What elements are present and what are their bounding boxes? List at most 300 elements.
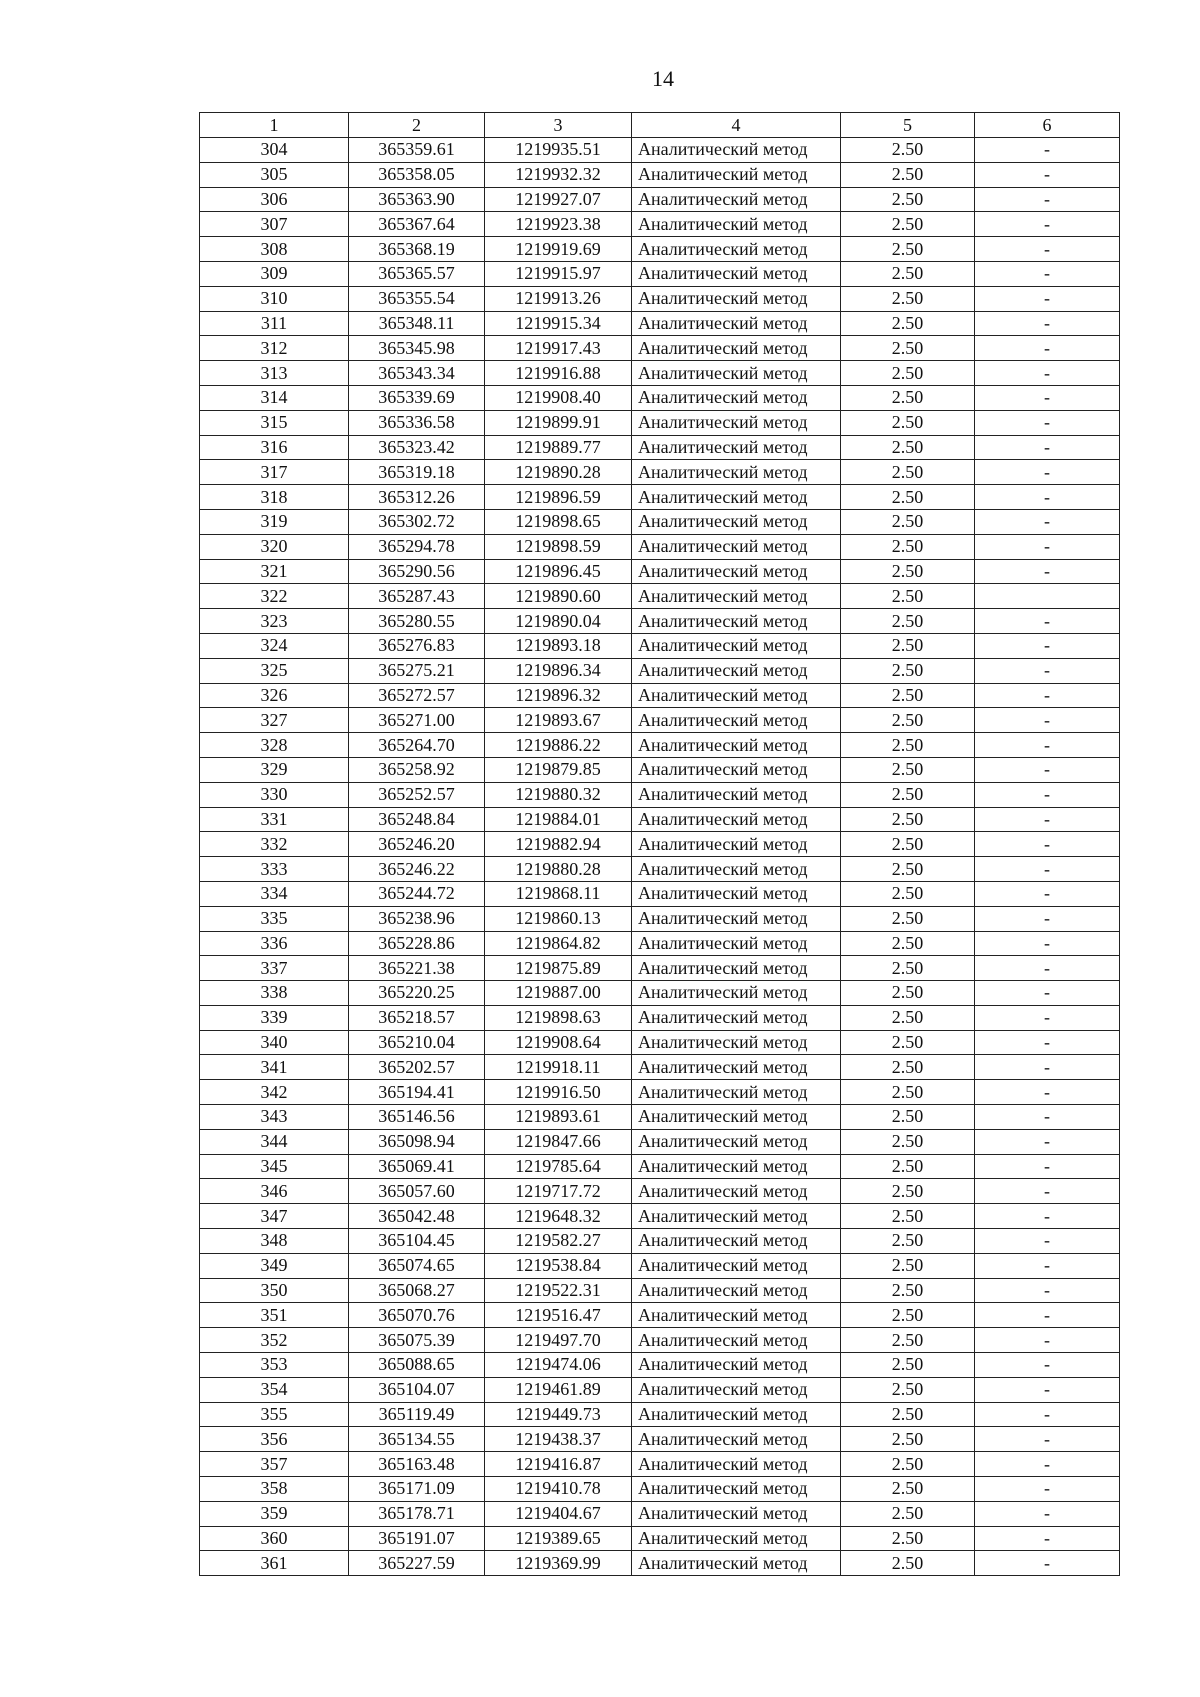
x-coordinate-cell: 365367.64 bbox=[349, 212, 485, 237]
accuracy-cell: 2.50 bbox=[841, 187, 975, 212]
note-cell: - bbox=[975, 336, 1120, 361]
x-coordinate-cell: 365258.92 bbox=[349, 757, 485, 782]
note-cell: - bbox=[975, 1328, 1120, 1353]
table-row bbox=[200, 981, 1120, 1006]
point-number-cell: 358 bbox=[200, 1477, 349, 1502]
method-cell: Аналитический метод bbox=[632, 1278, 841, 1303]
method-cell: Аналитический метод bbox=[632, 435, 841, 460]
note-cell: - bbox=[975, 1427, 1120, 1452]
y-coordinate-cell: 1219916.88 bbox=[485, 361, 632, 386]
x-coordinate-cell: 365098.94 bbox=[349, 1129, 485, 1154]
header-cell-1: 1 bbox=[200, 113, 349, 138]
accuracy-cell: 2.50 bbox=[841, 410, 975, 435]
x-coordinate-cell: 365272.57 bbox=[349, 683, 485, 708]
point-number-cell: 322 bbox=[200, 584, 349, 609]
x-coordinate-cell: 365227.59 bbox=[349, 1551, 485, 1576]
point-number-cell: 336 bbox=[200, 931, 349, 956]
table-row bbox=[200, 807, 1120, 832]
method-cell: Аналитический метод bbox=[632, 1179, 841, 1204]
table-row bbox=[200, 1328, 1120, 1353]
y-coordinate-cell: 1219860.13 bbox=[485, 906, 632, 931]
note-cell: - bbox=[975, 633, 1120, 658]
x-coordinate-cell: 365119.49 bbox=[349, 1402, 485, 1427]
table-row bbox=[200, 1402, 1120, 1427]
y-coordinate-cell: 1219896.34 bbox=[485, 658, 632, 683]
accuracy-cell: 2.50 bbox=[841, 311, 975, 336]
method-cell: Аналитический метод bbox=[632, 1129, 841, 1154]
note-cell: - bbox=[975, 1452, 1120, 1477]
point-number-cell: 305 bbox=[200, 162, 349, 187]
x-coordinate-cell: 365345.98 bbox=[349, 336, 485, 361]
x-coordinate-cell: 365220.25 bbox=[349, 981, 485, 1006]
y-coordinate-cell: 1219889.77 bbox=[485, 435, 632, 460]
accuracy-cell: 2.50 bbox=[841, 1080, 975, 1105]
y-coordinate-cell: 1219461.89 bbox=[485, 1377, 632, 1402]
table-row bbox=[200, 906, 1120, 931]
point-number-cell: 333 bbox=[200, 857, 349, 882]
accuracy-cell: 2.50 bbox=[841, 906, 975, 931]
x-coordinate-cell: 365323.42 bbox=[349, 435, 485, 460]
y-coordinate-cell: 1219896.59 bbox=[485, 485, 632, 510]
point-number-cell: 324 bbox=[200, 633, 349, 658]
table-row bbox=[200, 336, 1120, 361]
accuracy-cell: 2.50 bbox=[841, 931, 975, 956]
point-number-cell: 317 bbox=[200, 460, 349, 485]
y-coordinate-cell: 1219890.04 bbox=[485, 609, 632, 634]
y-coordinate-cell: 1219893.61 bbox=[485, 1105, 632, 1130]
y-coordinate-cell: 1219516.47 bbox=[485, 1303, 632, 1328]
x-coordinate-cell: 365365.57 bbox=[349, 261, 485, 286]
point-number-cell: 320 bbox=[200, 534, 349, 559]
accuracy-cell: 2.50 bbox=[841, 807, 975, 832]
x-coordinate-cell: 365228.86 bbox=[349, 931, 485, 956]
note-cell: - bbox=[975, 138, 1120, 163]
table-row bbox=[200, 1551, 1120, 1576]
header-cell-3: 3 bbox=[485, 113, 632, 138]
accuracy-cell: 2.50 bbox=[841, 1253, 975, 1278]
x-coordinate-cell: 365104.07 bbox=[349, 1377, 485, 1402]
point-number-cell: 311 bbox=[200, 311, 349, 336]
method-cell: Аналитический метод bbox=[632, 1105, 841, 1130]
table-row bbox=[200, 1129, 1120, 1154]
y-coordinate-cell: 1219879.85 bbox=[485, 757, 632, 782]
note-cell: - bbox=[975, 1353, 1120, 1378]
point-number-cell: 331 bbox=[200, 807, 349, 832]
x-coordinate-cell: 365290.56 bbox=[349, 559, 485, 584]
method-cell: Аналитический метод bbox=[632, 138, 841, 163]
point-number-cell: 353 bbox=[200, 1353, 349, 1378]
y-coordinate-cell: 1219915.34 bbox=[485, 311, 632, 336]
note-cell: - bbox=[975, 782, 1120, 807]
method-cell: Аналитический метод bbox=[632, 906, 841, 931]
accuracy-cell: 2.50 bbox=[841, 1005, 975, 1030]
method-cell: Аналитический метод bbox=[632, 410, 841, 435]
accuracy-cell: 2.50 bbox=[841, 1551, 975, 1576]
method-cell: Аналитический метод bbox=[632, 559, 841, 584]
x-coordinate-cell: 365359.61 bbox=[349, 138, 485, 163]
y-coordinate-cell: 1219917.43 bbox=[485, 336, 632, 361]
note-cell: - bbox=[975, 534, 1120, 559]
accuracy-cell: 2.50 bbox=[841, 832, 975, 857]
note-cell: - bbox=[975, 1080, 1120, 1105]
y-coordinate-cell: 1219893.18 bbox=[485, 633, 632, 658]
x-coordinate-cell: 365275.21 bbox=[349, 658, 485, 683]
method-cell: Аналитический метод bbox=[632, 361, 841, 386]
note-cell bbox=[975, 584, 1120, 609]
method-cell: Аналитический метод bbox=[632, 385, 841, 410]
accuracy-cell: 2.50 bbox=[841, 138, 975, 163]
x-coordinate-cell: 365246.20 bbox=[349, 832, 485, 857]
accuracy-cell: 2.50 bbox=[841, 361, 975, 386]
note-cell: - bbox=[975, 1402, 1120, 1427]
table-row bbox=[200, 633, 1120, 658]
table-row bbox=[200, 237, 1120, 262]
accuracy-cell: 2.50 bbox=[841, 857, 975, 882]
x-coordinate-cell: 365264.70 bbox=[349, 733, 485, 758]
x-coordinate-cell: 365068.27 bbox=[349, 1278, 485, 1303]
y-coordinate-cell: 1219908.64 bbox=[485, 1030, 632, 1055]
point-number-cell: 319 bbox=[200, 509, 349, 534]
point-number-cell: 354 bbox=[200, 1377, 349, 1402]
accuracy-cell: 2.50 bbox=[841, 435, 975, 460]
point-number-cell: 308 bbox=[200, 237, 349, 262]
point-number-cell: 310 bbox=[200, 286, 349, 311]
method-cell: Аналитический метод bbox=[632, 658, 841, 683]
table-row bbox=[200, 435, 1120, 460]
y-coordinate-cell: 1219474.06 bbox=[485, 1353, 632, 1378]
x-coordinate-cell: 365088.65 bbox=[349, 1353, 485, 1378]
point-number-cell: 347 bbox=[200, 1204, 349, 1229]
table-row bbox=[200, 832, 1120, 857]
x-coordinate-cell: 365319.18 bbox=[349, 460, 485, 485]
note-cell: - bbox=[975, 1253, 1120, 1278]
note-cell: - bbox=[975, 261, 1120, 286]
table-row bbox=[200, 1427, 1120, 1452]
note-cell: - bbox=[975, 1377, 1120, 1402]
x-coordinate-cell: 365276.83 bbox=[349, 633, 485, 658]
note-cell: - bbox=[975, 1055, 1120, 1080]
x-coordinate-cell: 365246.22 bbox=[349, 857, 485, 882]
accuracy-cell: 2.50 bbox=[841, 1030, 975, 1055]
table-row bbox=[200, 1253, 1120, 1278]
y-coordinate-cell: 1219880.32 bbox=[485, 782, 632, 807]
point-number-cell: 341 bbox=[200, 1055, 349, 1080]
accuracy-cell: 2.50 bbox=[841, 658, 975, 683]
note-cell: - bbox=[975, 559, 1120, 584]
y-coordinate-cell: 1219890.60 bbox=[485, 584, 632, 609]
method-cell: Аналитический метод bbox=[632, 832, 841, 857]
table-row bbox=[200, 1477, 1120, 1502]
method-cell: Аналитический метод bbox=[632, 981, 841, 1006]
accuracy-cell: 2.50 bbox=[841, 1377, 975, 1402]
accuracy-cell: 2.50 bbox=[841, 1278, 975, 1303]
table-row bbox=[200, 311, 1120, 336]
accuracy-cell: 2.50 bbox=[841, 1477, 975, 1502]
table-row bbox=[200, 881, 1120, 906]
table-row bbox=[200, 1229, 1120, 1254]
table-row bbox=[200, 1377, 1120, 1402]
x-coordinate-cell: 365348.11 bbox=[349, 311, 485, 336]
accuracy-cell: 2.50 bbox=[841, 881, 975, 906]
y-coordinate-cell: 1219893.67 bbox=[485, 708, 632, 733]
table-row bbox=[200, 460, 1120, 485]
point-number-cell: 339 bbox=[200, 1005, 349, 1030]
note-cell: - bbox=[975, 733, 1120, 758]
table-row bbox=[200, 1055, 1120, 1080]
accuracy-cell: 2.50 bbox=[841, 1204, 975, 1229]
table-row bbox=[200, 733, 1120, 758]
note-cell: - bbox=[975, 1154, 1120, 1179]
point-number-cell: 338 bbox=[200, 981, 349, 1006]
point-number-cell: 357 bbox=[200, 1452, 349, 1477]
x-coordinate-cell: 365171.09 bbox=[349, 1477, 485, 1502]
point-number-cell: 304 bbox=[200, 138, 349, 163]
point-number-cell: 323 bbox=[200, 609, 349, 634]
table-row bbox=[200, 931, 1120, 956]
table-row bbox=[200, 782, 1120, 807]
point-number-cell: 334 bbox=[200, 881, 349, 906]
x-coordinate-cell: 365358.05 bbox=[349, 162, 485, 187]
note-cell: - bbox=[975, 906, 1120, 931]
method-cell: Аналитический метод bbox=[632, 162, 841, 187]
table-row bbox=[200, 261, 1120, 286]
y-coordinate-cell: 1219896.32 bbox=[485, 683, 632, 708]
table-row bbox=[200, 658, 1120, 683]
method-cell: Аналитический метод bbox=[632, 1080, 841, 1105]
y-coordinate-cell: 1219847.66 bbox=[485, 1129, 632, 1154]
method-cell: Аналитический метод bbox=[632, 1030, 841, 1055]
y-coordinate-cell: 1219898.59 bbox=[485, 534, 632, 559]
y-coordinate-cell: 1219899.91 bbox=[485, 410, 632, 435]
y-coordinate-cell: 1219868.11 bbox=[485, 881, 632, 906]
accuracy-cell: 2.50 bbox=[841, 1353, 975, 1378]
x-coordinate-cell: 365363.90 bbox=[349, 187, 485, 212]
method-cell: Аналитический метод bbox=[632, 509, 841, 534]
method-cell: Аналитический метод bbox=[632, 1328, 841, 1353]
page-number: 14 bbox=[652, 66, 674, 91]
method-cell: Аналитический метод bbox=[632, 807, 841, 832]
accuracy-cell: 2.50 bbox=[841, 981, 975, 1006]
x-coordinate-cell: 365368.19 bbox=[349, 237, 485, 262]
note-cell: - bbox=[975, 485, 1120, 510]
header-row bbox=[200, 113, 1120, 138]
method-cell: Аналитический метод bbox=[632, 261, 841, 286]
point-number-cell: 313 bbox=[200, 361, 349, 386]
x-coordinate-cell: 365104.45 bbox=[349, 1229, 485, 1254]
y-coordinate-cell: 1219898.63 bbox=[485, 1005, 632, 1030]
note-cell: - bbox=[975, 1551, 1120, 1576]
method-cell: Аналитический метод bbox=[632, 881, 841, 906]
y-coordinate-cell: 1219449.73 bbox=[485, 1402, 632, 1427]
y-coordinate-cell: 1219410.78 bbox=[485, 1477, 632, 1502]
point-number-cell: 356 bbox=[200, 1427, 349, 1452]
note-cell: - bbox=[975, 212, 1120, 237]
accuracy-cell: 2.50 bbox=[841, 336, 975, 361]
note-cell: - bbox=[975, 187, 1120, 212]
point-number-cell: 342 bbox=[200, 1080, 349, 1105]
note-cell: - bbox=[975, 1477, 1120, 1502]
y-coordinate-cell: 1219919.69 bbox=[485, 237, 632, 262]
y-coordinate-cell: 1219887.00 bbox=[485, 981, 632, 1006]
point-number-cell: 349 bbox=[200, 1253, 349, 1278]
table-row bbox=[200, 1303, 1120, 1328]
method-cell: Аналитический метод bbox=[632, 212, 841, 237]
note-cell: - bbox=[975, 1105, 1120, 1130]
point-number-cell: 343 bbox=[200, 1105, 349, 1130]
note-cell: - bbox=[975, 881, 1120, 906]
point-number-cell: 330 bbox=[200, 782, 349, 807]
table-row bbox=[200, 757, 1120, 782]
method-cell: Аналитический метод bbox=[632, 1154, 841, 1179]
point-number-cell: 335 bbox=[200, 906, 349, 931]
table-row bbox=[200, 1278, 1120, 1303]
table-row bbox=[200, 138, 1120, 163]
point-number-cell: 329 bbox=[200, 757, 349, 782]
note-cell: - bbox=[975, 435, 1120, 460]
point-number-cell: 337 bbox=[200, 956, 349, 981]
x-coordinate-cell: 365218.57 bbox=[349, 1005, 485, 1030]
y-coordinate-cell: 1219896.45 bbox=[485, 559, 632, 584]
accuracy-cell: 2.50 bbox=[841, 534, 975, 559]
accuracy-cell: 2.50 bbox=[841, 1501, 975, 1526]
accuracy-cell: 2.50 bbox=[841, 609, 975, 634]
note-cell: - bbox=[975, 857, 1120, 882]
accuracy-cell: 2.50 bbox=[841, 1526, 975, 1551]
method-cell: Аналитический метод bbox=[632, 1005, 841, 1030]
y-coordinate-cell: 1219884.01 bbox=[485, 807, 632, 832]
method-cell: Аналитический метод bbox=[632, 187, 841, 212]
x-coordinate-cell: 365252.57 bbox=[349, 782, 485, 807]
note-cell: - bbox=[975, 311, 1120, 336]
y-coordinate-cell: 1219908.40 bbox=[485, 385, 632, 410]
accuracy-cell: 2.50 bbox=[841, 385, 975, 410]
accuracy-cell: 2.50 bbox=[841, 237, 975, 262]
y-coordinate-cell: 1219915.97 bbox=[485, 261, 632, 286]
point-number-cell: 307 bbox=[200, 212, 349, 237]
table-header bbox=[200, 113, 1120, 138]
x-coordinate-cell: 365339.69 bbox=[349, 385, 485, 410]
y-coordinate-cell: 1219886.22 bbox=[485, 733, 632, 758]
method-cell: Аналитический метод bbox=[632, 1377, 841, 1402]
table-row bbox=[200, 509, 1120, 534]
y-coordinate-cell: 1219785.64 bbox=[485, 1154, 632, 1179]
x-coordinate-cell: 365070.76 bbox=[349, 1303, 485, 1328]
note-cell: - bbox=[975, 1204, 1120, 1229]
accuracy-cell: 2.50 bbox=[841, 683, 975, 708]
point-number-cell: 355 bbox=[200, 1402, 349, 1427]
note-cell: - bbox=[975, 1229, 1120, 1254]
accuracy-cell: 2.50 bbox=[841, 212, 975, 237]
y-coordinate-cell: 1219935.51 bbox=[485, 138, 632, 163]
note-cell: - bbox=[975, 832, 1120, 857]
point-number-cell: 314 bbox=[200, 385, 349, 410]
note-cell: - bbox=[975, 1005, 1120, 1030]
table-row bbox=[200, 212, 1120, 237]
point-number-cell: 348 bbox=[200, 1229, 349, 1254]
accuracy-cell: 2.50 bbox=[841, 956, 975, 981]
y-coordinate-cell: 1219875.89 bbox=[485, 956, 632, 981]
accuracy-cell: 2.50 bbox=[841, 509, 975, 534]
point-number-cell: 321 bbox=[200, 559, 349, 584]
table-row bbox=[200, 683, 1120, 708]
x-coordinate-cell: 365355.54 bbox=[349, 286, 485, 311]
method-cell: Аналитический метод bbox=[632, 1427, 841, 1452]
y-coordinate-cell: 1219582.27 bbox=[485, 1229, 632, 1254]
note-cell: - bbox=[975, 1179, 1120, 1204]
y-coordinate-cell: 1219913.26 bbox=[485, 286, 632, 311]
note-cell: - bbox=[975, 683, 1120, 708]
note-cell: - bbox=[975, 410, 1120, 435]
accuracy-cell: 2.50 bbox=[841, 733, 975, 758]
method-cell: Аналитический метод bbox=[632, 1253, 841, 1278]
method-cell: Аналитический метод bbox=[632, 1303, 841, 1328]
x-coordinate-cell: 365244.72 bbox=[349, 881, 485, 906]
note-cell: - bbox=[975, 385, 1120, 410]
accuracy-cell: 2.50 bbox=[841, 1105, 975, 1130]
x-coordinate-cell: 365221.38 bbox=[349, 956, 485, 981]
y-coordinate-cell: 1219717.72 bbox=[485, 1179, 632, 1204]
method-cell: Аналитический метод bbox=[632, 609, 841, 634]
method-cell: Аналитический метод bbox=[632, 1452, 841, 1477]
point-number-cell: 344 bbox=[200, 1129, 349, 1154]
y-coordinate-cell: 1219923.38 bbox=[485, 212, 632, 237]
point-number-cell: 345 bbox=[200, 1154, 349, 1179]
table-row bbox=[200, 956, 1120, 981]
x-coordinate-cell: 365280.55 bbox=[349, 609, 485, 634]
point-number-cell: 312 bbox=[200, 336, 349, 361]
x-coordinate-cell: 365074.65 bbox=[349, 1253, 485, 1278]
point-number-cell: 315 bbox=[200, 410, 349, 435]
accuracy-cell: 2.50 bbox=[841, 261, 975, 286]
note-cell: - bbox=[975, 757, 1120, 782]
y-coordinate-cell: 1219389.65 bbox=[485, 1526, 632, 1551]
table-row bbox=[200, 187, 1120, 212]
point-number-cell: 318 bbox=[200, 485, 349, 510]
note-cell: - bbox=[975, 361, 1120, 386]
x-coordinate-cell: 365294.78 bbox=[349, 534, 485, 559]
note-cell: - bbox=[975, 1030, 1120, 1055]
method-cell: Аналитический метод bbox=[632, 237, 841, 262]
method-cell: Аналитический метод bbox=[632, 782, 841, 807]
y-coordinate-cell: 1219864.82 bbox=[485, 931, 632, 956]
note-cell: - bbox=[975, 931, 1120, 956]
note-cell: - bbox=[975, 286, 1120, 311]
y-coordinate-cell: 1219522.31 bbox=[485, 1278, 632, 1303]
note-cell: - bbox=[975, 658, 1120, 683]
point-number-cell: 361 bbox=[200, 1551, 349, 1576]
accuracy-cell: 2.50 bbox=[841, 1179, 975, 1204]
note-cell: - bbox=[975, 1129, 1120, 1154]
header-cell-2: 2 bbox=[349, 113, 485, 138]
header-cell-4: 4 bbox=[632, 113, 841, 138]
method-cell: Аналитический метод bbox=[632, 1402, 841, 1427]
x-coordinate-cell: 365134.55 bbox=[349, 1427, 485, 1452]
point-number-cell: 316 bbox=[200, 435, 349, 460]
y-coordinate-cell: 1219882.94 bbox=[485, 832, 632, 857]
method-cell: Аналитический метод bbox=[632, 1204, 841, 1229]
method-cell: Аналитический метод bbox=[632, 534, 841, 559]
point-number-cell: 340 bbox=[200, 1030, 349, 1055]
table-row bbox=[200, 361, 1120, 386]
method-cell: Аналитический метод bbox=[632, 286, 841, 311]
x-coordinate-cell: 365210.04 bbox=[349, 1030, 485, 1055]
table-row bbox=[200, 708, 1120, 733]
method-cell: Аналитический метод bbox=[632, 956, 841, 981]
accuracy-cell: 2.50 bbox=[841, 286, 975, 311]
y-coordinate-cell: 1219369.99 bbox=[485, 1551, 632, 1576]
table-row bbox=[200, 584, 1120, 609]
method-cell: Аналитический метод bbox=[632, 733, 841, 758]
